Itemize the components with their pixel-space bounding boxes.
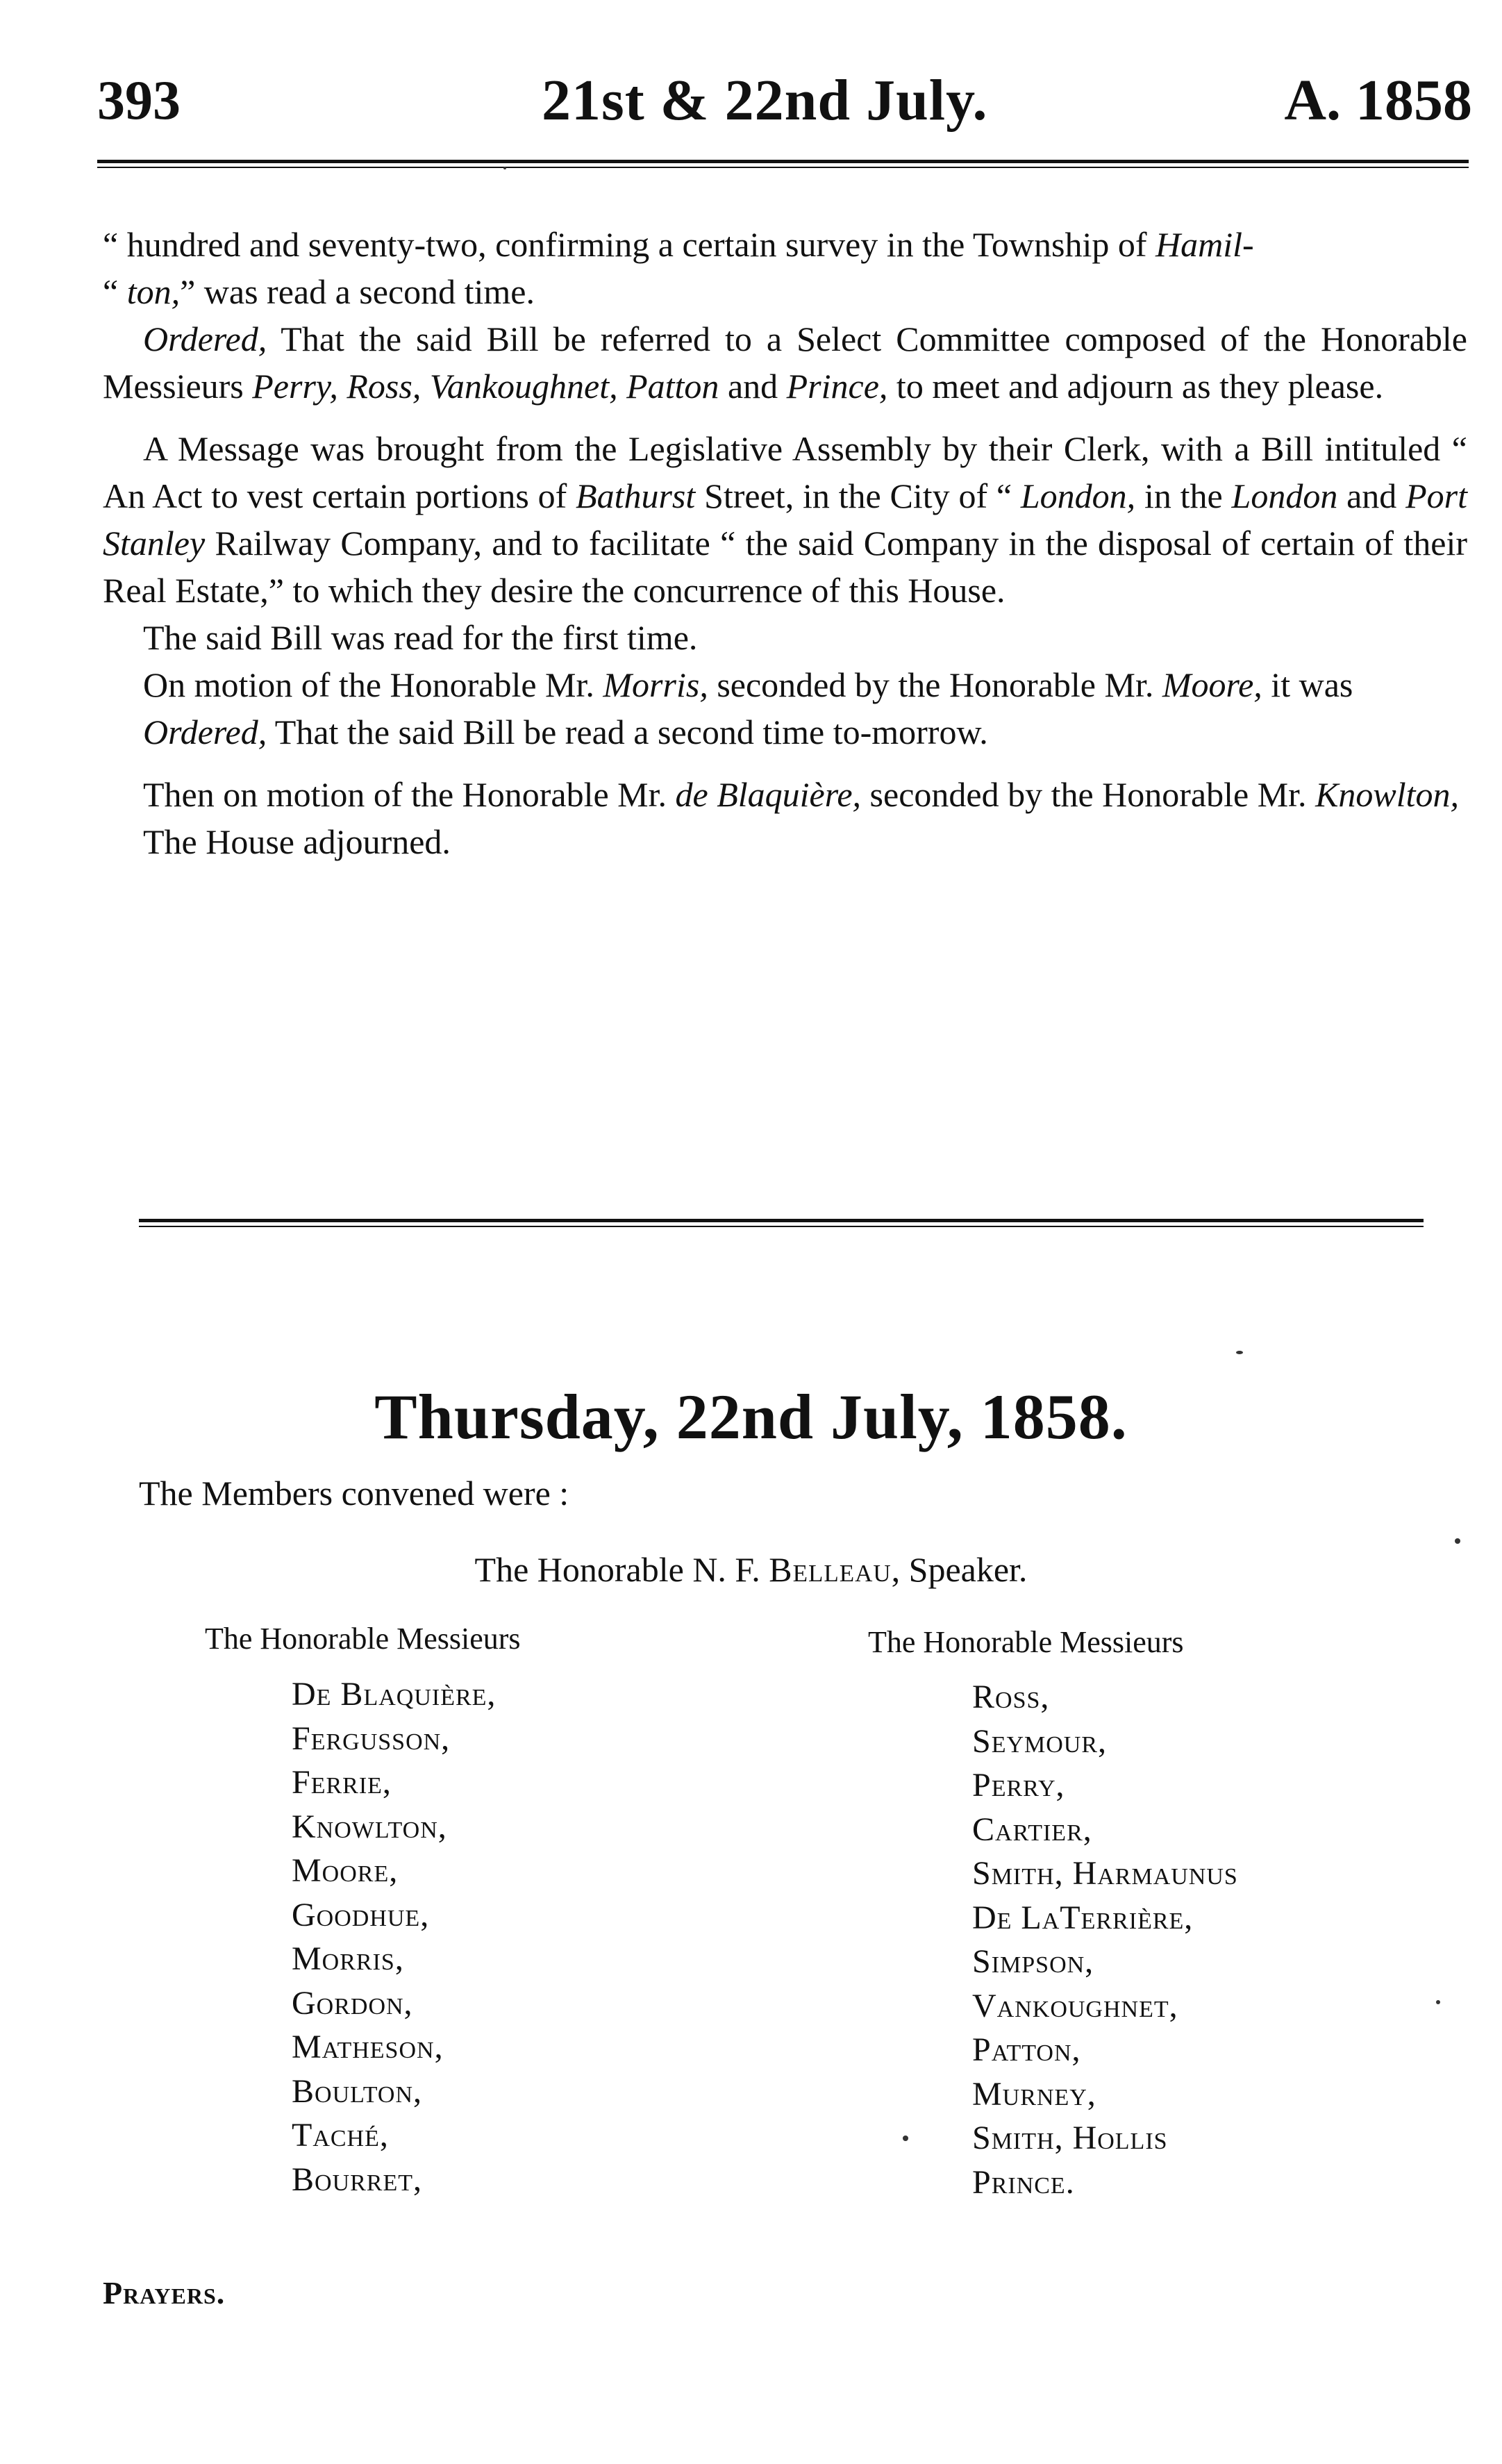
paragraph-adjournment-motion bbox=[103, 771, 1467, 818]
text-run: “ bbox=[103, 272, 127, 311]
text-run: Street, in the City of “ bbox=[695, 476, 1021, 515]
paragraph-select-committee bbox=[103, 315, 1467, 410]
prayers-label: Prayers. bbox=[103, 2275, 226, 2311]
place-name: London, bbox=[1020, 476, 1136, 515]
header-rule bbox=[97, 160, 1469, 168]
paragraph-house-adjourned: The House adjourned. bbox=[143, 822, 451, 861]
running-head-year: A. 1858 bbox=[1284, 68, 1472, 133]
member-entry: Ross, bbox=[972, 1679, 1050, 1715]
member-entry: Murney, bbox=[972, 2075, 1096, 2113]
print-speck bbox=[1455, 1538, 1460, 1544]
text-run: in the bbox=[1135, 476, 1232, 515]
member-entry: Ferrie, bbox=[292, 1764, 392, 1801]
text-run: Railway Company, and to facilitate “ the said Company in the disposal of certain of their Real Estate,” to which they desire the concurrence of this House. bbox=[103, 524, 1467, 610]
member-entry: Patton, bbox=[972, 2031, 1081, 2068]
ordered-label: Ordered, bbox=[143, 319, 267, 358]
paragraph-assembly-message bbox=[103, 425, 1467, 614]
member-entry: De Blaquière, bbox=[292, 1676, 497, 1713]
text-run: seconded by the Honorable Mr. bbox=[861, 775, 1316, 814]
member-entry: Cartier, bbox=[972, 1810, 1092, 1848]
text-run: That the said Bill be referred to a Select Committee composed of the Honorable Messieurs bbox=[103, 319, 1467, 406]
member-entry: Smith, Harmaunus bbox=[972, 1855, 1238, 1892]
member-entry: Morris, bbox=[292, 1940, 404, 1977]
member-entry: Matheson, bbox=[292, 2029, 444, 2065]
paragraph-motion bbox=[103, 661, 1467, 708]
place-name: Port Stanley bbox=[103, 476, 1467, 563]
speaker-line bbox=[0, 1545, 1502, 1594]
member-entry: Simpson, bbox=[972, 1943, 1094, 1980]
running-head-date: 21st & 22nd July. bbox=[542, 68, 988, 133]
member-name: de Blaquière, bbox=[675, 775, 862, 814]
member-entry: Goodhue, bbox=[292, 1896, 430, 1933]
member-entry: Gordon, bbox=[292, 1984, 413, 2022]
members-list-left bbox=[292, 1672, 496, 2201]
right-column-heading: The Honorable Messieurs bbox=[868, 1625, 1184, 1659]
ordered-label: Ordered, bbox=[143, 713, 267, 751]
text-run: On motion of the Honorable Mr. bbox=[143, 665, 603, 704]
place-name: ton, bbox=[126, 272, 181, 311]
text-run: , Speaker. bbox=[891, 1550, 1028, 1589]
member-entry: Seymour, bbox=[972, 1722, 1108, 1760]
text-run: “ hundred and seventy-two, confirming a certain survey in the Township of bbox=[103, 225, 1156, 264]
left-column-heading: The Honorable Messieurs bbox=[205, 1622, 521, 1656]
member-entry: Prince. bbox=[972, 2163, 1075, 2201]
members-list-right bbox=[972, 1675, 1238, 2204]
section-rule bbox=[139, 1219, 1424, 1227]
member-name: Moore, bbox=[1162, 665, 1262, 704]
text-run: and bbox=[719, 367, 787, 406]
text-run: The Honorable N. F. bbox=[474, 1550, 769, 1589]
member-entry: Smith, Hollis bbox=[972, 2120, 1168, 2156]
text-run: seconded by the Honorable Mr. bbox=[708, 665, 1162, 704]
print-speck bbox=[1236, 1351, 1243, 1354]
day-heading: Thursday, 22nd July, 1858. bbox=[374, 1381, 1128, 1452]
print-speck bbox=[903, 2136, 908, 2141]
member-name: Perry, bbox=[252, 367, 338, 406]
running-head bbox=[97, 66, 1472, 135]
text-run: to meet and adjourn as they please. bbox=[887, 367, 1384, 406]
member-entry: Vankoughnet, bbox=[972, 1987, 1178, 2024]
paragraph-second-reading bbox=[103, 221, 1467, 315]
members-convened-line: The Members convened were : bbox=[139, 1474, 569, 1513]
place-name: London bbox=[1231, 476, 1338, 515]
text-run: That the said Bill be read a second time to-morrow. bbox=[267, 713, 988, 751]
member-name: Morris, bbox=[603, 665, 708, 704]
member-name: Knowlton, bbox=[1315, 775, 1460, 814]
place-name: Hamil- bbox=[1155, 225, 1254, 264]
member-entry: De LaTerrière, bbox=[972, 1899, 1194, 1936]
member-entry: Perry, bbox=[972, 1767, 1065, 1804]
continued-proceedings bbox=[103, 221, 1467, 865]
print-speck bbox=[1436, 2000, 1440, 2004]
text-run: A Message was brought from the Legislative Assembly by their Clerk, with a Bill intituled “ An Act to vest certain portions of bbox=[103, 429, 1467, 515]
member-entry: Taché, bbox=[292, 2117, 389, 2154]
speaker-name: Belleau bbox=[769, 1550, 892, 1589]
page-number: 393 bbox=[97, 70, 181, 131]
member-entry: Fergusson, bbox=[292, 1720, 451, 1757]
place-name: Bathurst bbox=[576, 476, 696, 515]
text-run: Then on motion of the Honorable Mr. bbox=[143, 775, 676, 814]
member-name: Patton bbox=[617, 367, 719, 406]
text-run: it was bbox=[1262, 665, 1353, 704]
text-run: ” was read a second time. bbox=[180, 272, 535, 311]
paragraph-first-reading: The said Bill was read for the first time. bbox=[143, 618, 698, 657]
text-run: and bbox=[1337, 476, 1406, 515]
member-entry: Boulton, bbox=[292, 2072, 423, 2110]
paragraph-order-second-reading bbox=[103, 708, 1467, 756]
member-entry: Moore, bbox=[292, 1852, 399, 1889]
member-entry: Knowlton, bbox=[292, 1808, 447, 1845]
member-name: Prince, bbox=[786, 367, 888, 406]
member-name: Vankoughnet, bbox=[421, 367, 618, 406]
print-speck bbox=[503, 167, 506, 169]
member-entry: Bourret, bbox=[292, 2161, 423, 2198]
member-name: Ross, bbox=[337, 367, 422, 406]
